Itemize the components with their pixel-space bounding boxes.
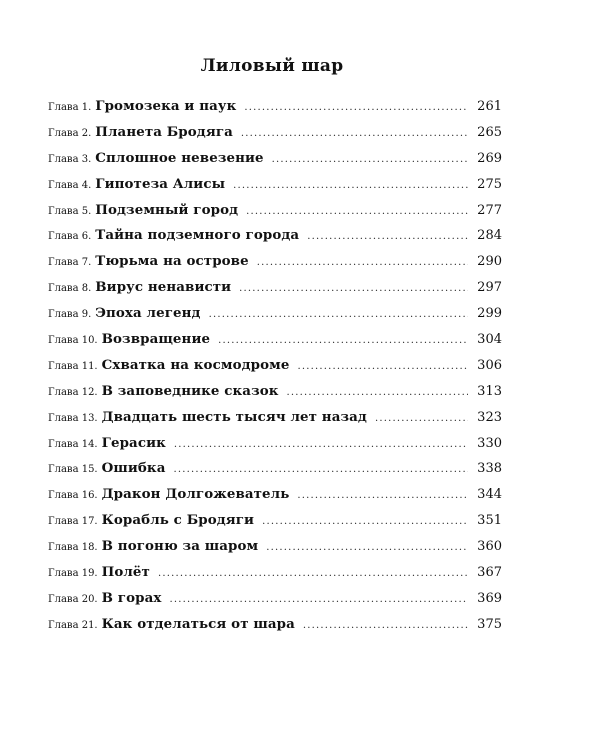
chapter-title: Эпоха легенд xyxy=(95,305,201,322)
toc-entry xyxy=(48,405,502,431)
chapter-page-number: 313 xyxy=(477,383,502,399)
chapter-label: Глава 19. xyxy=(48,568,98,580)
chapter-label: Глава 10. xyxy=(48,335,98,347)
chapter-page-number: 338 xyxy=(477,461,502,477)
chapter-page-number: 351 xyxy=(477,513,502,529)
dot-leader xyxy=(257,250,468,276)
toc-entry xyxy=(48,249,502,275)
dot-leader xyxy=(173,457,468,483)
chapter-page-number: 269 xyxy=(477,150,502,166)
chapter-title: Двадцать шесть тысяч лет назад xyxy=(101,408,367,425)
toc-entry xyxy=(48,560,502,586)
chapter-label: Глава 14. xyxy=(48,438,98,450)
chapter-title: Тюрьма на острове xyxy=(95,253,249,270)
chapter-label: Глава 1. xyxy=(48,102,92,113)
chapter-title: Корабль с Бродяги xyxy=(101,512,255,529)
chapter-page-number: 360 xyxy=(477,539,502,555)
chapter-label: Глава 7. xyxy=(48,257,92,269)
chapter-title: Полёт xyxy=(101,564,150,581)
chapter-label: Глава 21. xyxy=(48,619,98,631)
toc-entry xyxy=(48,431,502,457)
dot-leader xyxy=(297,354,468,380)
chapter-title: Ошибка xyxy=(101,460,166,477)
chapter-title: Возвращение xyxy=(101,331,211,348)
dot-leader xyxy=(169,587,468,613)
dot-leader xyxy=(244,95,468,121)
dot-leader xyxy=(287,380,468,406)
chapter-page-number: 369 xyxy=(477,590,502,606)
chapter-page-number: 297 xyxy=(477,280,502,296)
dot-leader xyxy=(158,561,468,587)
dot-leader xyxy=(262,509,468,535)
chapter-label: Глава 5. xyxy=(48,205,92,217)
chapter-title: Громозека и паук xyxy=(95,98,237,114)
toc-entry xyxy=(48,508,502,534)
dot-leader xyxy=(272,147,468,173)
toc-entry xyxy=(48,612,502,638)
page-title: Лиловый шар xyxy=(200,56,344,76)
dot-leader xyxy=(218,328,468,354)
chapter-title: Схватка на космодроме xyxy=(101,356,290,373)
toc-entry xyxy=(48,456,502,482)
dot-leader xyxy=(246,199,468,225)
chapter-label: Глава 18. xyxy=(48,542,98,554)
chapter-title: Герасик xyxy=(101,434,166,451)
dot-leader xyxy=(174,432,468,458)
toc-entry xyxy=(48,353,502,379)
dot-leader xyxy=(303,613,468,639)
chapter-label: Глава 8. xyxy=(48,283,92,295)
toc-entry xyxy=(48,198,502,224)
chapter-label: Глава 17. xyxy=(48,516,98,528)
chapter-label: Глава 4. xyxy=(48,179,92,191)
dot-leader xyxy=(239,276,468,302)
toc-entry xyxy=(48,146,502,172)
chapter-page-number: 284 xyxy=(477,228,502,244)
dot-leader xyxy=(307,224,468,250)
toc-entry xyxy=(48,120,502,146)
chapter-page-number: 277 xyxy=(477,202,502,218)
chapter-page-number: 375 xyxy=(477,616,502,632)
chapter-page-number: 330 xyxy=(477,435,502,451)
table-of-contents xyxy=(48,94,502,638)
chapter-label: Глава 9. xyxy=(48,309,92,321)
chapter-label: Глава 16. xyxy=(48,490,98,502)
chapter-title: Планета Бродяга xyxy=(95,123,233,140)
chapter-page-number: 265 xyxy=(477,124,502,140)
toc-entry xyxy=(48,275,502,301)
toc-entry xyxy=(48,172,502,198)
chapter-page-number: 367 xyxy=(477,565,502,581)
chapter-page-number: 306 xyxy=(477,357,502,373)
chapter-page-number: 275 xyxy=(477,176,502,192)
dot-leader xyxy=(233,173,468,199)
toc-entry xyxy=(48,301,502,327)
chapter-label: Глава 2. xyxy=(48,127,92,139)
chapter-title: Как отделаться от шара xyxy=(101,615,295,632)
chapter-title: В заповеднике сказок xyxy=(101,382,279,399)
chapter-label: Глава 13. xyxy=(48,412,98,424)
chapter-label: Глава 12. xyxy=(48,386,98,398)
toc-entry xyxy=(48,94,502,120)
chapter-page-number: 290 xyxy=(477,254,502,270)
chapter-label: Глава 3. xyxy=(48,153,92,165)
chapter-title: В горах xyxy=(101,589,162,606)
dot-leader xyxy=(209,302,468,328)
toc-entry xyxy=(48,223,502,249)
chapter-page-number: 261 xyxy=(477,99,502,114)
chapter-title: Вирус ненависти xyxy=(95,279,232,296)
toc-entry xyxy=(48,379,502,405)
chapter-label: Глава 15. xyxy=(48,464,98,476)
chapter-page-number: 299 xyxy=(477,306,502,322)
chapter-page-number: 344 xyxy=(477,487,502,503)
toc-entry xyxy=(48,327,502,353)
dot-leader xyxy=(297,483,468,509)
chapter-title: Сплошное невезение xyxy=(95,149,264,166)
chapter-label: Глава 11. xyxy=(48,360,98,372)
chapter-label: Глава 20. xyxy=(48,593,98,605)
dot-leader xyxy=(241,121,468,147)
chapter-title: В погоню за шаром xyxy=(101,538,259,555)
chapter-title: Гипотеза Алисы xyxy=(95,175,226,192)
toc-entry xyxy=(48,586,502,612)
chapter-title: Подземный город xyxy=(95,201,239,218)
chapter-title: Тайна подземного города xyxy=(95,227,300,244)
chapter-title: Дракон Долгожеватель xyxy=(101,486,290,503)
dot-leader xyxy=(375,406,468,432)
chapter-label: Глава 6. xyxy=(48,231,92,243)
dot-leader xyxy=(266,535,468,561)
toc-entry xyxy=(48,482,502,508)
chapter-page-number: 304 xyxy=(477,332,502,348)
toc-entry xyxy=(48,534,502,560)
chapter-page-number: 323 xyxy=(477,409,502,425)
